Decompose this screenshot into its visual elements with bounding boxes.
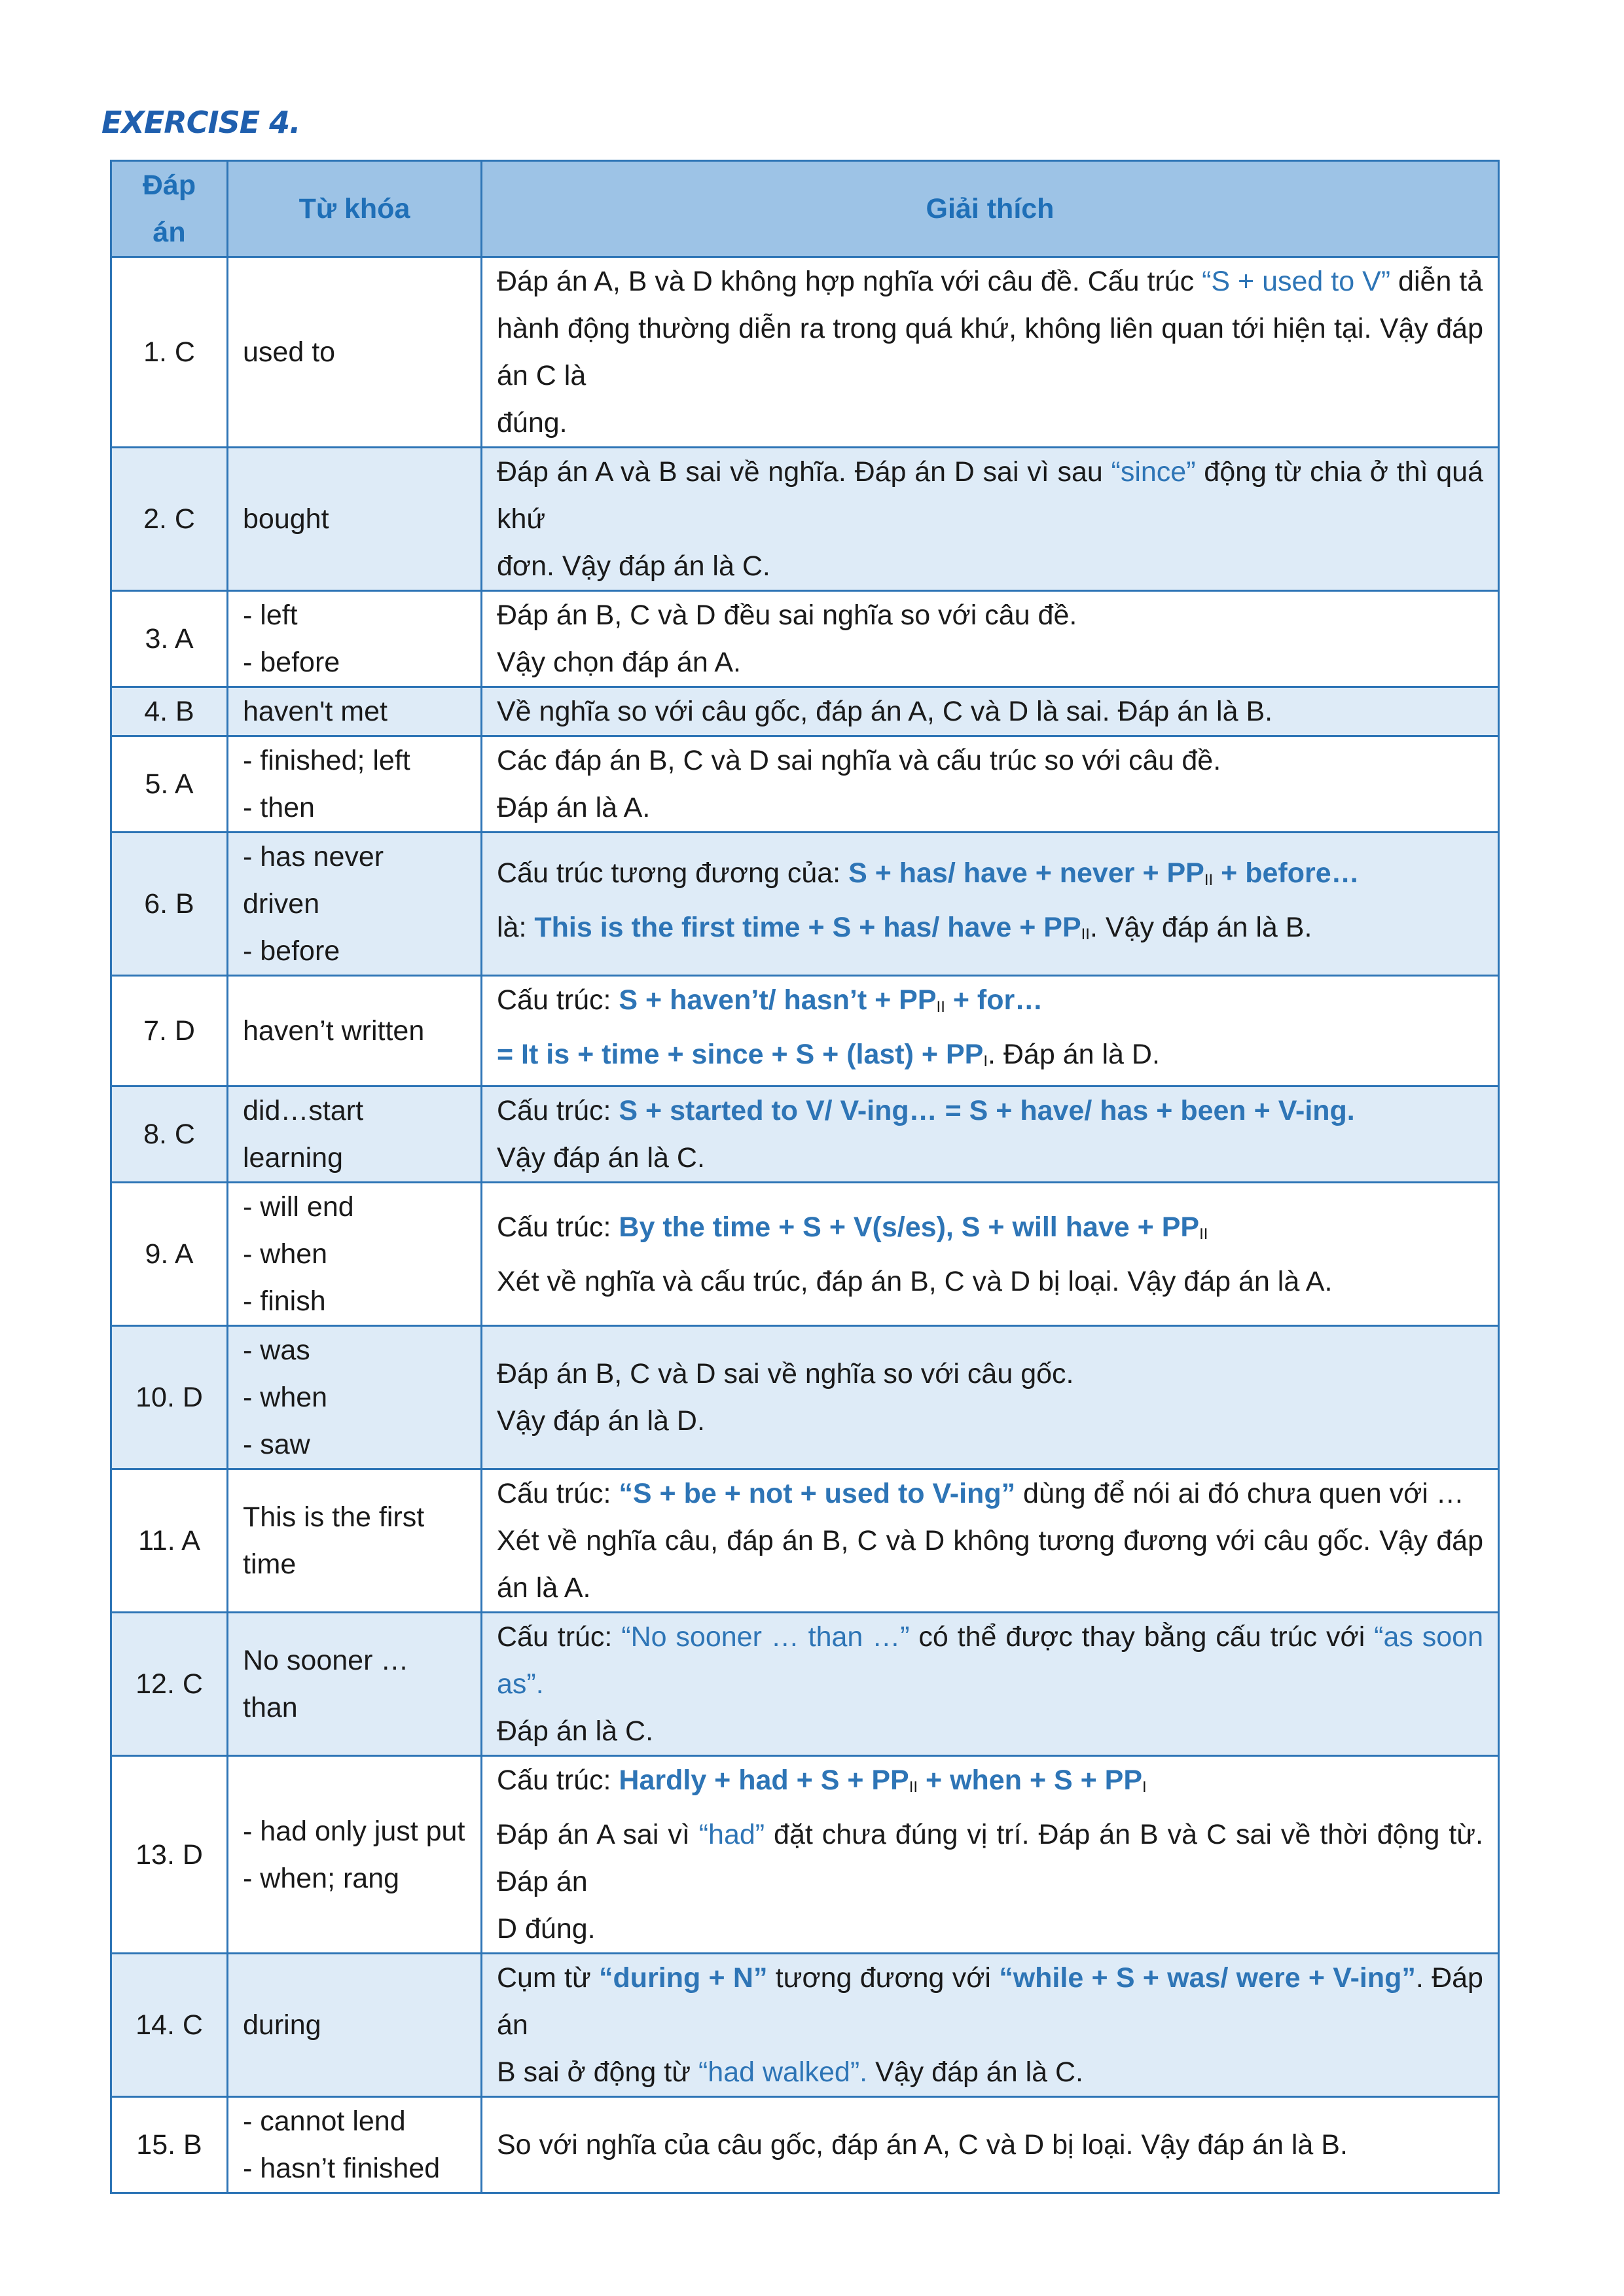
explanation-text: dùng để nói ai đó chưa quen với …: [1015, 1478, 1464, 1509]
keywords-cell: [228, 1469, 482, 1613]
keyword-line: - was: [243, 1335, 310, 1366]
highlighted-text: + for…: [945, 984, 1043, 1016]
explanation-line: [497, 850, 1483, 904]
keyword-line: haven't met: [243, 696, 388, 727]
table-header-row: [111, 161, 1499, 257]
explanation-line: [497, 1031, 1483, 1085]
explanation-cell: [482, 1086, 1499, 1183]
keyword-line: - when; rang: [243, 1862, 400, 1894]
explanation-cell: [482, 448, 1499, 591]
highlighted-text: = It is + time + since + S + (last) + PP: [497, 1039, 984, 1070]
answer-cell: 12. C: [111, 1613, 228, 1756]
explanation-text: đơn. Vậy đáp án là C.: [497, 550, 770, 582]
keywords-cell: [228, 1756, 482, 1954]
explanation-text: tương đương với: [767, 1962, 1000, 1994]
header-answer: Đáp án: [111, 161, 228, 257]
table-row: [111, 976, 1499, 1086]
explanation-text: . Đáp án là D.: [987, 1039, 1160, 1070]
highlighted-text: This is the first time + S + has/ have + PP: [534, 912, 1081, 943]
keyword-line: - has never driven: [243, 841, 384, 920]
keyword-line: - when: [243, 1382, 328, 1413]
explanation-text: đặt chưa đúng vị trí. Đáp án B và C sai về thời động từ. Đáp án: [497, 1819, 1484, 1897]
answer-cell: 7. D: [111, 976, 228, 1086]
explanation-text: Xét về nghĩa và cấu trúc, đáp án B, C và D bị loại. Vậy đáp án là A.: [497, 1265, 1333, 1297]
keyword-line: No sooner … than: [243, 1645, 409, 1723]
explanation-line: [497, 305, 1483, 399]
explanation-text: động từ chia ở thì quá khứ: [497, 456, 1483, 535]
answer-cell: 14. C: [111, 1954, 228, 2097]
exercise-title: EXERCISE 4.: [101, 105, 300, 140]
explanation-cell: [482, 1183, 1499, 1326]
highlighted-text: “during + N”: [599, 1962, 768, 1994]
explanation-line: [497, 1258, 1483, 1305]
explanation-text: Xét về nghĩa câu, đáp án B, C và D không tương đương với câu gốc. Vậy đáp án là A.: [497, 1525, 1483, 1604]
subscript-text: I: [1142, 1778, 1147, 1796]
explanation-line: [497, 1087, 1483, 1134]
explanation-text: là:: [497, 912, 535, 943]
keywords-cell: [228, 257, 482, 448]
table-row: [111, 1469, 1499, 1613]
explanation-line: [497, 1350, 1483, 1397]
explanation-text: Cấu trúc:: [497, 984, 619, 1016]
answer-cell: 1. C: [111, 257, 228, 448]
table-row: [111, 1613, 1499, 1756]
explanation-cell: [482, 591, 1499, 687]
explanation-text: Đáp án là C.: [497, 1715, 654, 1747]
answer-cell: 11. A: [111, 1469, 228, 1613]
explanation-cell: [482, 1469, 1499, 1613]
explanation-cell: [482, 257, 1499, 448]
answer-cell: 8. C: [111, 1086, 228, 1183]
explanation-line: [497, 1397, 1483, 1444]
answer-cell: 3. A: [111, 591, 228, 687]
answer-cell: 10. D: [111, 1326, 228, 1469]
explanation-text: Đáp án A sai vì: [497, 1819, 699, 1850]
explanation-text: có thể được thay bằng cấu trúc với: [909, 1621, 1375, 1653]
keyword-line: during: [243, 2009, 321, 2041]
keyword-line: did…start learning: [243, 1095, 364, 1174]
explanation-text: Vậy đáp án là C.: [867, 2056, 1083, 2088]
keywords-cell: [228, 591, 482, 687]
explanation-text: Các đáp án B, C và D sai nghĩa và cấu trúc so với câu đề.: [497, 745, 1221, 776]
explanation-line: [497, 737, 1483, 784]
keyword-line: - before: [243, 647, 340, 678]
explanation-cell: [482, 833, 1499, 976]
explanation-line: [497, 1954, 1483, 2049]
table-row: [111, 257, 1499, 448]
explanation-line: [497, 1708, 1483, 1755]
explanation-line: [497, 258, 1483, 305]
header-keywords: Từ khóa: [228, 161, 482, 257]
explanation-cell: [482, 1613, 1499, 1756]
answer-cell: 6. B: [111, 833, 228, 976]
explanation-text: hành động thường diễn ra trong quá khứ, không liên quan tới hiện tại. Vậy đáp án C là: [497, 313, 1483, 391]
keyword-line: - left: [243, 600, 298, 631]
explanation-text: B sai ở động từ: [497, 2056, 698, 2088]
explanation-text: Vậy đáp án là C.: [497, 1142, 705, 1174]
keywords-cell: [228, 1954, 482, 2097]
explanation-text: Cấu trúc:: [497, 1765, 619, 1796]
explanation-line: [497, 592, 1483, 639]
explanation-line: [497, 399, 1483, 446]
highlighted-text: “as soon as”.: [497, 1621, 1484, 1700]
explanation-line: [497, 1134, 1483, 1181]
table-row: [111, 687, 1499, 736]
explanation-text: Đáp án A, B và D không hợp nghĩa với câu đề. Cấu trúc: [497, 266, 1202, 297]
explanation-line: [497, 784, 1483, 831]
keywords-cell: [228, 1086, 482, 1183]
explanation-line: [497, 2121, 1483, 2168]
explanation-text: Cụm từ: [497, 1962, 600, 1994]
explanation-cell: [482, 687, 1499, 736]
table-row: [111, 833, 1499, 976]
keywords-cell: [228, 833, 482, 976]
keyword-line: haven’t written: [243, 1015, 425, 1047]
highlighted-text: “No sooner … than …”: [621, 1621, 910, 1653]
explanation-line: [497, 448, 1483, 543]
explanation-text: Cấu trúc:: [497, 1621, 622, 1653]
keywords-cell: [228, 2097, 482, 2193]
answer-cell: 5. A: [111, 736, 228, 833]
explanation-line: [497, 2049, 1483, 2096]
keyword-line: - cannot lend: [243, 2106, 406, 2137]
answer-table: [110, 160, 1500, 2194]
keyword-line: used to: [243, 336, 336, 368]
highlighted-text: + before…: [1213, 857, 1360, 889]
explanation-text: diễn tả: [1390, 266, 1483, 297]
table-row: [111, 448, 1499, 591]
highlighted-text: + when + S + PP: [918, 1765, 1143, 1796]
explanation-text: . Đáp án: [497, 1962, 1483, 2041]
keyword-line: - finish: [243, 1285, 326, 1317]
highlighted-text: “while + S + was/ were + V-ing”: [999, 1962, 1416, 1994]
subscript-text: II: [1199, 1225, 1208, 1243]
explanation-line: [497, 1757, 1483, 1811]
keyword-line: - before: [243, 935, 340, 967]
subscript-text: II: [1204, 871, 1214, 889]
explanation-cell: [482, 1326, 1499, 1469]
answer-cell: 9. A: [111, 1183, 228, 1326]
keywords-cell: [228, 448, 482, 591]
table-row: [111, 1326, 1499, 1469]
explanation-line: [497, 977, 1483, 1031]
keywords-cell: [228, 1326, 482, 1469]
answer-cell: 15. B: [111, 2097, 228, 2193]
table-row: [111, 1183, 1499, 1326]
keyword-line: - then: [243, 792, 315, 823]
keywords-cell: [228, 736, 482, 833]
subscript-text: II: [909, 1778, 918, 1796]
explanation-line: [497, 904, 1483, 958]
table-row: [111, 1954, 1499, 2097]
explanation-cell: [482, 976, 1499, 1086]
keyword-line: This is the first: [243, 1501, 425, 1533]
explanation-line: [497, 1905, 1483, 1952]
highlighted-text: “since”: [1111, 456, 1196, 488]
keyword-line: - when: [243, 1238, 328, 1270]
explanation-text: Đáp án A và B sai về nghĩa. Đáp án D sai vì sau: [497, 456, 1111, 488]
explanation-line: [497, 1811, 1483, 1905]
explanation-text: Đáp án là A.: [497, 792, 651, 823]
keyword-line: - finished; left: [243, 745, 410, 776]
explanation-text: Đáp án B, C và D đều sai nghĩa so với câu đề.: [497, 600, 1077, 631]
explanation-cell: [482, 1756, 1499, 1954]
keyword-line: bought: [243, 503, 329, 535]
highlighted-text: By the time + S + V(s/es), S + will have + PP: [619, 1211, 1200, 1243]
keyword-line: - hasn’t finished: [243, 2153, 441, 2184]
explanation-text: Cấu trúc:: [497, 1478, 619, 1509]
explanation-cell: [482, 736, 1499, 833]
explanation-line: [497, 639, 1483, 686]
explanation-text: So với nghĩa của câu gốc, đáp án A, C và D bị loại. Vậy đáp án là B.: [497, 2129, 1348, 2161]
keywords-cell: [228, 1183, 482, 1326]
table-body: [111, 257, 1499, 2193]
explanation-line: [497, 1613, 1483, 1708]
answer-cell: 13. D: [111, 1756, 228, 1954]
answer-cell: 4. B: [111, 687, 228, 736]
highlighted-text: “had”: [698, 1819, 765, 1850]
table-row: [111, 1756, 1499, 1954]
explanation-text: Đáp án B, C và D sai về nghĩa so với câu gốc.: [497, 1358, 1074, 1390]
explanation-text: Về nghĩa so với câu gốc, đáp án A, C và D là sai. Đáp án là B.: [497, 696, 1273, 727]
keyword-line: - had only just put: [243, 1815, 465, 1847]
subscript-text: I: [983, 1052, 988, 1070]
table-row: [111, 2097, 1499, 2193]
explanation-text: Cấu trúc:: [497, 1211, 619, 1243]
explanation-text: Cấu trúc tương đương của:: [497, 857, 849, 889]
explanation-cell: [482, 1954, 1499, 2097]
highlighted-text: “S + be + not + used to V-ing”: [619, 1478, 1016, 1509]
keywords-cell: [228, 976, 482, 1086]
explanation-text: đúng.: [497, 407, 568, 439]
explanation-line: [497, 688, 1483, 735]
explanation-text: Vậy đáp án là D.: [497, 1405, 705, 1437]
explanation-text: D đúng.: [497, 1913, 596, 1945]
header-explanation: Giải thích: [482, 161, 1499, 257]
explanation-text: Cấu trúc:: [497, 1095, 619, 1126]
explanation-cell: [482, 2097, 1499, 2193]
highlighted-text: Hardly + had + S + PP: [619, 1765, 909, 1796]
subscript-text: II: [1081, 925, 1090, 943]
explanation-line: [497, 1517, 1483, 1611]
highlighted-text: “S + used to V”: [1202, 266, 1391, 297]
keywords-cell: [228, 1613, 482, 1756]
table-row: [111, 736, 1499, 833]
highlighted-text: S + started to V/ V-ing… = S + have/ has + been + V-ing.: [619, 1095, 1355, 1126]
explanation-text: . Vậy đáp án là B.: [1089, 912, 1312, 943]
keyword-line: - will end: [243, 1191, 354, 1223]
explanation-text: Vậy chọn đáp án A.: [497, 647, 741, 678]
explanation-line: [497, 1470, 1483, 1517]
answer-cell: 2. C: [111, 448, 228, 591]
highlighted-text: S + haven’t/ hasn’t + PP: [619, 984, 937, 1016]
keyword-line: - saw: [243, 1429, 310, 1460]
explanation-line: [497, 543, 1483, 590]
table-row: [111, 591, 1499, 687]
keywords-cell: [228, 687, 482, 736]
table-row: [111, 1086, 1499, 1183]
highlighted-text: “had walked”.: [698, 2056, 868, 2088]
subscript-text: II: [936, 998, 945, 1016]
explanation-line: [497, 1204, 1483, 1258]
highlighted-text: S + has/ have + never + PP: [848, 857, 1204, 889]
keyword-line: time: [243, 1549, 297, 1580]
